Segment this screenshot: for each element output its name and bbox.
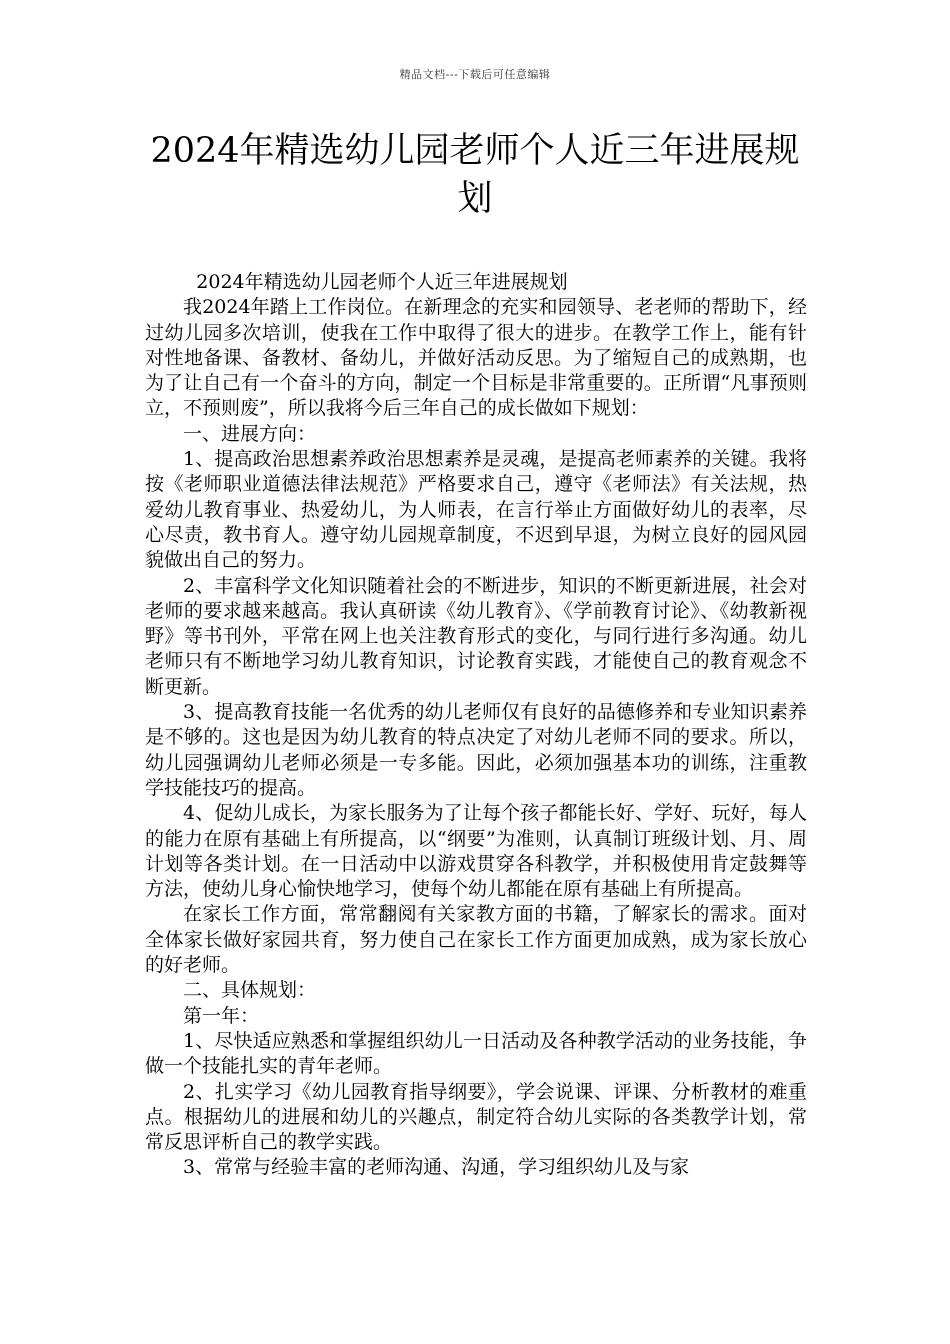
section-heading-direction: 一、进展方向： — [183, 422, 317, 445]
direction-item-4: 4、促幼儿成长，为家长服务为了让每个孩子都能长好、学好、玩好，每人的能力在原有基础上有所提高，以“纲要”为准则，认真制订班级计划、月、周计划等各类计划。在一日活动中以游戏贯穿各科教学，并积极使用肯定鼓舞等方法，使幼儿身心愉快地学习，使每个幼儿都能在原有基础上有所提高。 — [145, 802, 807, 901]
plan-item-3: 3、常常与经验丰富的老师沟通、沟通，学习组织幼儿及与家 — [183, 1156, 690, 1179]
plan-item-2: 2、扎实学习《幼儿园教育指导纲要》，学会说课、评课、分析教材的难重点。根据幼儿的进展和幼儿的兴趣点，制定符合幼儿实际的各类教学计划，常常反思评析自己的教学实践。 — [145, 1080, 807, 1154]
intro-paragraph: 我2024年踏上工作岗位。在新理念的充实和园领导、老老师的帮助下，经过幼儿园多次培训，使我在工作中取得了很大的进步。在教学工作上，能有针对性地备课、备教材、备幼儿，并做好活动反思。为了缩短自己的成熟期，也为了让自己有一个奋斗的方向，制定一个目标是非常重要的。正所谓“凡事预则立，不预则废”，所以我将今后三年自己的成长做如下规划： — [145, 296, 807, 420]
direction-item-1: 1、提高政治思想素养政治思想素养是灵魂，是提高老师素养的关键。我将按《老师职业道德法律法规范》严格要求自己，遵守《老师法》有关法规，热爱幼儿教育事业、热爱幼儿，为人师表，在言行举止方面做好幼儿的表率，尽心尽责，教书育人。遵守幼儿园规章制度，不迟到早退，为树立良好的园风园貌做出自己的努力。 — [145, 448, 807, 572]
document-title: 2024年精选幼儿园老师个人近三年进展规划 — [150, 131, 800, 219]
parent-work-paragraph: 在家长工作方面，常常翻阅有关家教方面的书籍，了解家长的需求。面对全体家长做好家园共育，努力使自己在家长工作方面更加成熟，成为家长放心的好老师。 — [145, 903, 807, 977]
year-one-heading: 第一年： — [183, 1004, 260, 1027]
header-note: 精品文档---下载后可任意编辑 — [399, 68, 551, 81]
direction-item-2: 2、丰富科学文化知识随着社会的不断进步，知识的不断更新进展，社会对老师的要求越来越高。我认真研读《幼儿教育》、《学前教育讨论》、《幼教新视野》等书刊外，平常在网上也关注教育形式的变化，与同行进行多沟通。幼儿老师只有不断地学习幼儿教育知识，讨论教育实践，才能使自己的教育观念不断更新。 — [145, 574, 807, 698]
plan-item-1: 1、尽快适应熟悉和掌握组织幼儿一日活动及各种教学活动的业务技能，争做一个技能扎实的青年老师。 — [145, 1029, 807, 1078]
document-body — [145, 270, 807, 1181]
body-subtitle: 2024年精选幼儿园老师个人近三年进展规划 — [196, 271, 568, 293]
section-heading-plan: 二、具体规划： — [183, 979, 317, 1002]
direction-item-3: 3、提高教育技能一名优秀的幼儿老师仅有良好的品德修养和专业知识素养是不够的。这也是因为幼儿教育的特点决定了对幼儿老师不同的要求。所以，幼儿园强调幼儿老师必须是一专多能。因此，必须加强基本功的训练，注重教学技能技巧的提高。 — [145, 701, 807, 799]
